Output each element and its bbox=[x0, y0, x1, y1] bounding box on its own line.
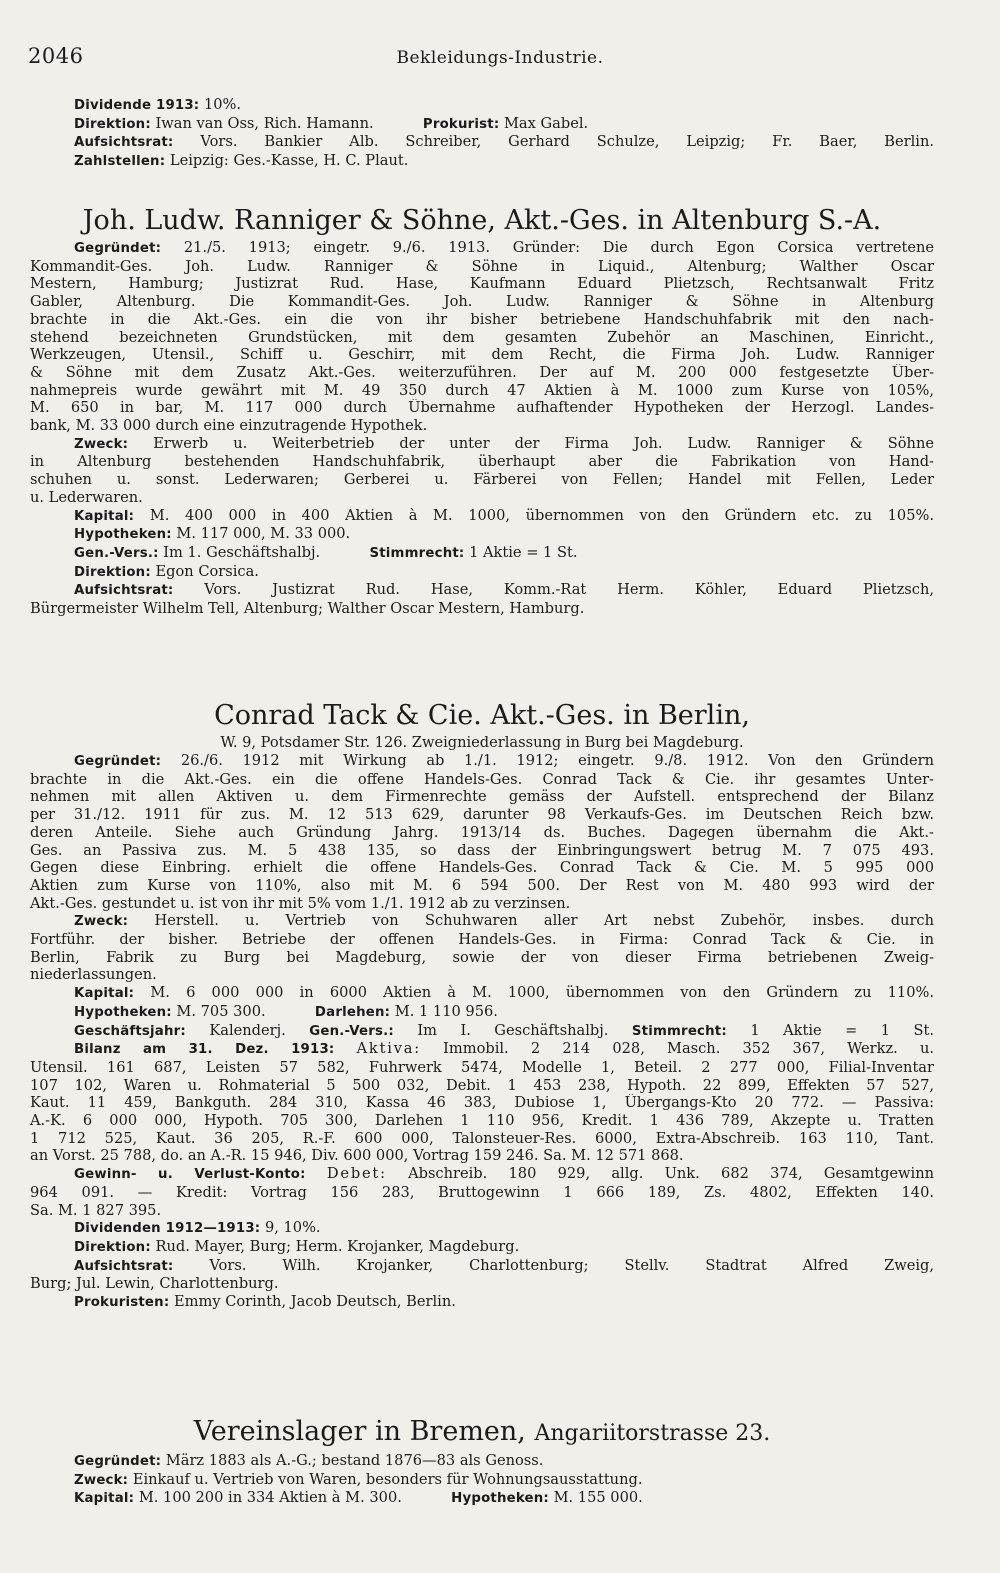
running-title: Bekleidungs-Industrie. bbox=[396, 48, 604, 68]
zweck-line: Zweck: Herstell. u. Vertrieb von Schuhwaren aller Art nebst Zubehör, insbes. durch bbox=[74, 912, 934, 930]
text-line: Kaut. 11 459, Bankguth. 284 310, Kassa 46 383, Dubiose 1, Übergangs-Kto 20 772. — Passiva: bbox=[30, 1094, 934, 1112]
text-line: an Vorst. 25 788, do. an A.-R. 15 946, Div. 600 000, Vortrag 159 246. Sa. M. 12 571 868. bbox=[30, 1147, 684, 1165]
text-line: Akt.-Ges. gestundet u. ist von ihr mit 5% vom 1./1. 1912 ab zu verzinsen. bbox=[30, 894, 571, 912]
dividende-line: Dividende 1913: 10%. bbox=[74, 96, 242, 113]
address-line: W. 9, Potsdamer Str. 126. Zweigniederlassung in Burg bei Magdeburg. bbox=[220, 734, 744, 751]
text-line: Kommandit-Ges. Joh. Ludw. Ranniger & Söhne in Liquid., Altenburg; Walther Oscar bbox=[30, 257, 934, 275]
text-line: Aktien zum Kurse von 110%, also mit M. 6 594 500. Der Rest von M. 480 993 wird der bbox=[30, 876, 934, 894]
text-line: nehmen mit allen Aktiven u. dem Firmenrechte gemäss der Aufstell. entsprechend der Bilanz bbox=[30, 788, 934, 806]
hypotheken-line: Hypotheken: M. 117 000, M. 33 000. bbox=[74, 525, 351, 543]
aufsichtsrat-line: Aufsichtsrat: Vors. Bankier Alb. Schreiber, Gerhard Schulze, Leipzig; Fr. Baer, Berlin. bbox=[74, 133, 934, 151]
kapital-line: Kapital: M. 100 200 in 334 Aktien à M. 300. Hypotheken: M. 155 000. bbox=[74, 1489, 643, 1507]
genvers-line: Gen.-Vers.: Im 1. Geschäftshalbj. Stimmrecht: 1 Aktie = 1 St. bbox=[74, 543, 578, 561]
direktion-line: Direktion: Iwan van Oss, Rich. Hamann. Prokurist: Max Gabel. bbox=[74, 114, 589, 132]
text-line: & Söhne mit dem Zusatz Akt.-Ges. weiterzuführen. Der auf M. 200 000 festgesetzte Über- bbox=[30, 363, 934, 381]
bilanz-line: Bilanz am 31. Dez. 1913: Aktiva: Immobil. 2 214 028, Masch. 352 367, Werkz. u. bbox=[74, 1040, 934, 1058]
text-line: Bürgermeister Wilhelm Tell, Altenburg; Walther Oscar Mestern, Hamburg. bbox=[30, 600, 585, 618]
text-line: M. 650 in bar, M. 117 000 durch Übernahme aufhaftender Hypotheken der Herzogl. Landes- bbox=[30, 399, 934, 417]
text-line: Gegen diese Einbring. erhielt die offene Handels-Ges. Conrad Tack & Cie. M. 5 995 000 bbox=[30, 859, 934, 877]
direktion-line: Direktion: Egon Corsica. bbox=[74, 562, 259, 580]
text-line: brachte in die Akt.-Ges. ein die von ihr bisher betriebene Handschuhfabrik mit den nach- bbox=[30, 310, 934, 328]
text-line: per 31./12. 1911 für zus. M. 12 513 629, darunter 98 Verkaufs-Ges. im Deutschen Reich bzw. bbox=[30, 806, 934, 824]
zweck-line: Zweck: Erwerb u. Weiterbetrieb der unter der Firma Joh. Ludw. Ranniger & Söhne bbox=[74, 434, 934, 452]
company-vereinslager bbox=[30, 1414, 934, 1508]
hypotheken-darlehen-line: Hypotheken: M. 705 300. Darlehen: M. 1 110 956. bbox=[74, 1002, 498, 1020]
zahlstellen-line: Zahlstellen: Leipzig: Ges.-Kasse, H. C. Plaut. bbox=[74, 152, 409, 170]
kapital-line: Kapital: M. 6 000 000 in 6000 Aktien à M. 1000, übernommen von den Gründern zu 110%. bbox=[74, 984, 934, 1002]
aufsichtsrat-line: Aufsichtsrat: Vors. Wilh. Krojanker, Charlottenburg; Stellv. Stadtrat Alfred Zweig, bbox=[74, 1256, 934, 1274]
gegruendet-line: Gegründet: 26./6. 1912 mit Wirkung ab 1./1. 1912; eingetr. 9./8. 1912. Von den Gründern bbox=[74, 752, 934, 769]
text-line: Gabler, Altenburg. Die Kommandit-Ges. Joh. Ludw. Ranniger & Söhne in Altenburg bbox=[30, 293, 934, 311]
text-line: 1 712 525, Kaut. 36 205, R.-F. 600 000, Talonsteuer-Res. 6000, Extra-Abschreib. 163 110, Tant. bbox=[30, 1129, 934, 1147]
gegruendet-line: Gegründet: März 1883 als A.-G.; bestand 1876—83 als Genoss. bbox=[74, 1452, 544, 1469]
text-line: bank, M. 33 000 durch eine einzutragende Hypothek. bbox=[30, 417, 428, 435]
text-line: stehend bezeichneten Grundstücken, mit dem gesamten Zubehör an Maschinen, Einricht., bbox=[30, 328, 934, 346]
previous-company-tail bbox=[30, 96, 934, 171]
text-line: Fortführ. der bisher. Betriebe der offenen Handels-Ges. in Firma: Conrad Tack & Cie. in bbox=[30, 931, 934, 949]
prokuristen-line: Prokuristen: Emmy Corinth, Jacob Deutsch, Berlin. bbox=[74, 1293, 456, 1311]
text-line: Sa. M. 1 827 395. bbox=[30, 1201, 162, 1219]
text-line: Burg; Jul. Lewin, Charlottenburg. bbox=[30, 1275, 279, 1293]
text-line: 964 091. — Kredit: Vortrag 156 283, Bruttogewinn 1 666 189, Zs. 4802, Effekten 140. bbox=[30, 1183, 934, 1201]
page-header bbox=[28, 44, 972, 80]
company-ranniger bbox=[30, 203, 934, 618]
dividenden-line: Dividenden 1912—1913: 9, 10%. bbox=[74, 1219, 321, 1237]
text-line: Ges. an Passiva zus. M. 5 438 135, so dass der Einbringungswert betrug M. 7 075 493. bbox=[30, 841, 934, 859]
geschaeftsjahr-line: Geschäftsjahr: Kalenderj. Gen.-Vers.: Im I. Geschäftshalbj. Stimmrecht: 1 Aktie = 1 St. bbox=[74, 1021, 934, 1039]
page-number: 2046 bbox=[28, 44, 84, 68]
text-line: A.-K. 6 000 000, Hypoth. 705 300, Darlehen 1 110 956, Kredit. 1 436 789, Akzepte u. Tratten bbox=[30, 1112, 934, 1130]
kapital-line: Kapital: M. 400 000 in 400 Aktien à M. 1000, übernommen von den Gründern etc. zu 105%. bbox=[74, 506, 934, 524]
text-line: nahmepreis wurde gewährt mit M. 49 350 durch 47 Aktien à M. 1000 zum Kurse von 105%, bbox=[30, 381, 934, 399]
text-line: niederlassungen. bbox=[30, 966, 157, 984]
text-line: u. Lederwaren. bbox=[30, 488, 143, 506]
company-conrad-tack bbox=[30, 698, 934, 1312]
text-line: Berlin, Fabrik zu Burg bei Magdeburg, sowie der von dieser Firma betriebenen Zweig- bbox=[30, 948, 934, 966]
text-line: Utensil. 161 687, Leisten 57 582, Fuhrwerk 5474, Modelle 1, Beteil. 2 277 000, Filial-Inventar bbox=[30, 1058, 934, 1076]
company-heading: Conrad Tack & Cie. Akt.-Ges. in Berlin, bbox=[214, 700, 750, 731]
text-line: deren Anteile. Siehe auch Gründung Jahrg. 1913/14 ds. Buches. Dagegen übernahm die Akt.- bbox=[30, 823, 934, 841]
company-heading: Joh. Ludw. Ranniger & Söhne, Akt.-Ges. in Altenburg S.-A. bbox=[82, 205, 882, 236]
gegruendet-line: Gegründet: 21./5. 1913; eingetr. 9./6. 1913. Gründer: Die durch Egon Corsica vertretene bbox=[74, 239, 934, 256]
text-line: Werkzeugen, Utensil., Schiff u. Geschirr, mit dem Recht, die Firma Joh. Ludw. Ranniger bbox=[30, 346, 934, 364]
text-line: brachte in die Akt.-Ges. ein die offene Handels-Ges. Conrad Tack & Cie. ihr gesamtes Unter- bbox=[30, 770, 934, 788]
company-heading: Vereinslager in Bremen, Angariitorstrasse 23. bbox=[193, 1416, 771, 1447]
aufsichtsrat-line: Aufsichtsrat: Vors. Justizrat Rud. Hase, Komm.-Rat Herm. Köhler, Eduard Plietzsch, bbox=[74, 581, 934, 599]
direktion-line: Direktion: Rud. Mayer, Burg; Herm. Krojanker, Magdeburg. bbox=[74, 1237, 520, 1255]
text-line: in Altenburg bestehenden Handschuhfabrik, überhaupt aber die Fabrikation von Hand- bbox=[30, 453, 934, 471]
guv-line: Gewinn- u. Verlust-Konto: Debet: Abschreib. 180 929, allg. Unk. 682 374, Gesamtgewinn bbox=[74, 1165, 934, 1183]
text-line: Mestern, Hamburg; Justizrat Rud. Hase, Kaufmann Eduard Plietzsch, Rechtsanwalt Fritz bbox=[30, 275, 934, 293]
zweck-line: Zweck: Einkauf u. Vertrieb von Waren, besonders für Wohnungsausstattung. bbox=[74, 1470, 643, 1488]
text-line: 107 102, Waren u. Rohmaterial 5 500 032, Debit. 1 453 238, Hypoth. 22 899, Effekten 57 527, bbox=[30, 1076, 934, 1094]
text-line: schuhen u. sonst. Lederwaren; Gerberei u. Färberei von Fellen; Handel mit Fellen, Leder bbox=[30, 471, 934, 489]
